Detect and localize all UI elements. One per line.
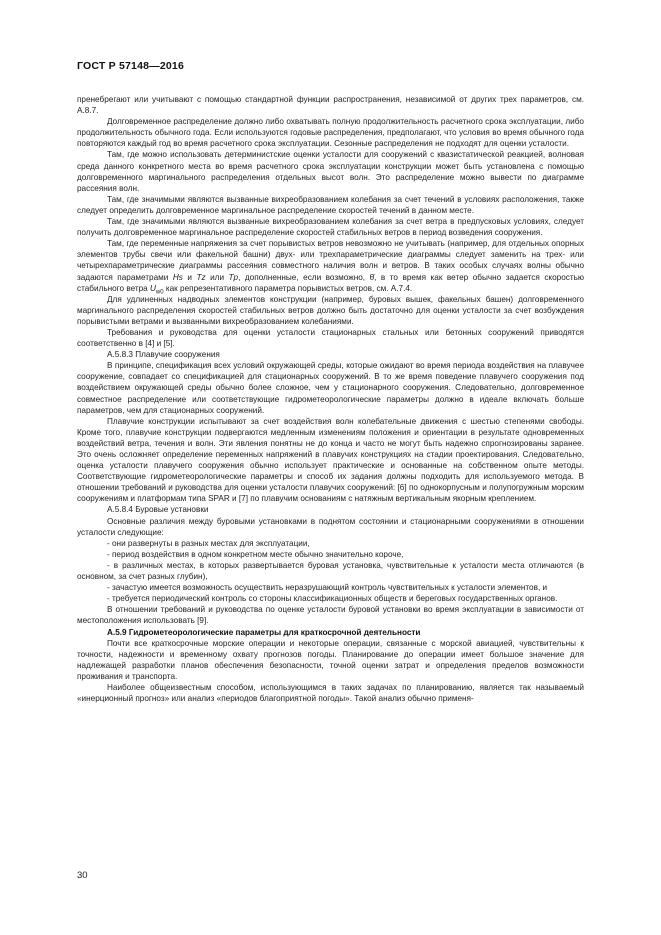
paragraph: Для удлиненных надводных элементов конструкции (например, буровых вышек, факельных башен) долговременного маргинального распределения скоростей стабильных ветров должно быть достаточно для оценки усталости за счет возбуждения порывистыми ветрами и вызванными вихреобразованием колебаниями. [77, 294, 584, 326]
text-segment: и [182, 272, 197, 282]
paragraph: Основные различия между буровыми установками в поднятом состоянии и стационарными сооружениями в отношении усталости следующие: [77, 516, 584, 537]
list-item: - в различных местах, в которых развертывается буровая установка, чувствительные к усталости места отличаются (в основном, за счет разных глубин), [77, 560, 584, 582]
text-segment: , дополненные, если возможно, [238, 272, 370, 282]
text-segment: как репрезентативного параметра порывистых ветров, см. А.7.4. [163, 283, 413, 293]
list-item: - зачастую имеется возможность осуществить неразрушающий контроль чувствительных к усталости элементов, и [107, 583, 548, 593]
paragraph: Там, где можно использовать детерминистские оценки усталости для сооружений с квазистатической реакцией, волновая среда данного конкретного места во время расчетного срока эксплуатации конструкции может быть установлена с помощью долговременного маргинального распределения отдельных высот волн. Это распределение можно вывести по диаграмме рассеяния волн. [77, 150, 584, 193]
text-segment: , в то время как ветер обычно задается скоростью стабильного ветра [77, 272, 584, 293]
text-segment: Там, где переменные напряжения за счет порывистых ветров невозможно не учитывать (например, для отдельных опорных элементов трубы свечи или факельной башни) двух- или трехпараметрические диаграммы следует заменить на трех- или четырехпараметрические диаграммы рассеяния совместного наличия волн и ветров. В таких особых случаях волны обычно задаются параметрами [77, 239, 584, 282]
paragraph: В отношении требований и руководства по оценке усталости буровой установки во время эксплуатации в зависимости от местоположения использовать [9]. [77, 605, 584, 626]
paragraph-wave-wind-parameters [77, 238, 584, 296]
section-heading: А.5.9 Гидрометеорологические параметры для краткосрочной деятельности [107, 627, 421, 637]
symbol-uw-subscript: w0 [155, 289, 164, 296]
list-item: - требуется периодический контроль со стороны классификационных обществ и береговых государственных органов. [107, 594, 558, 604]
list-item: - период воздействия в одном конкретном месте обычно значительно короче, [107, 549, 404, 559]
symbol-theta-mean: θ̄ [369, 272, 375, 282]
list-item: - они развернуты в разных местах для эксплуатации, [107, 538, 310, 548]
paragraph: Плавучие конструкции испытывают за счет воздействия волн колебательные движения с шестью степенями свободы. Кроме того, плавучие конструкции подвергаются медленным изменениям положения и ориентации в результате одновременных воздействий ветра, течения и волн. Эти явления понятны не до конца и часто не могут быть надежно спрогнозированы заранее. Это очень осложняет определение переменных напряжений в плавучих конструкциях на стадии проектирования. Следовательно, оценка усталости плавучего сооружения обычно использует практические и основанные на собственном опыте методы. Соответствующие гидрометеорологические параметры и способ их задания должны подходить для используемого метода. В отношении требований и руководства для оценки усталости плавучих сооружений: [6] по однокорпусным и полупогружным морским сооружениям и платформам типа SPAR и [7] по плавучим основаниям с натяжным вертикальным якорным креплением. [77, 416, 584, 504]
symbol-hs: Hs [172, 272, 183, 282]
paragraph: Долговременное распределение должно либо охватывать полную продолжительность расчетного срока эксплуатации, либо продолжительность обычного года. Если используются годовые распределения, предполагают, что условия во время обычного года повторяются каждый год во время расчетного срока эксплуатации. Сезонные распределения не подходят для оценки усталости. [77, 117, 584, 149]
page-number: 30 [77, 870, 88, 881]
document-header: ГОСТ Р 57148—2016 [77, 60, 185, 72]
symbol-tz: Tz [196, 272, 206, 282]
paragraph: Требования и руководства для оценки усталости стационарных стальных или бетонных сооружений приводятся соответственно в [4] и [5]. [77, 327, 584, 349]
paragraph: Почти все краткосрочные морские операции и некоторые операции, связанные с морской авиацией, чувствительны к точности, надежности и временному охвату прогнозов погоды. Планирование до операции имеет большое значение для надлежащей разработки планов обеспечения безопасности, точной оценки затрат и определения пределов возможности проживания и транспорта. [77, 638, 584, 681]
symbol-tp: Tp [228, 272, 239, 282]
paragraph: Наиболее общеизвестным способом, использующимся в таких задачах по планированию, является так называемый «инерционный прогноз» или анализ «периодов благоприятной погоды». Такой анализ обычно применя- [77, 682, 584, 704]
paragraph-continuation: пренебрегают или учитывают с помощью стандартной функции распространения, независимой от других трех параметров, см. А.8.7. [77, 95, 584, 116]
paragraph: Там, где значимыми являются вызванные вихреобразованием колебания за счет ветра в предпусковых условиях, следует получить долговременное маргинальное распределение скоростей стабильных ветров в период возведения сооружения. [77, 217, 584, 238]
subsection-title: А.5.8.3 Плавучие сооружения [107, 350, 220, 360]
document-body [77, 94, 584, 704]
subsection-title: А.5.8.4 Буровые установки [107, 505, 209, 515]
paragraph: В принципе, спецификация всех условий окружающей среды, которые ожидают во время периода воздействия на плавучее сооружение, совпадает со спецификацией для стационарных сооружений. В то же время поведение плавучего сооружения под воздействием окружающей среды обычно более сложное, чем у стационарного сооружения. Следовательно, долговременное совместное распределение или соответствующие гидрометеорологические параметры должно в идеале включать больше параметров, чем для стационарных сооружений. [77, 361, 584, 415]
paragraph: Там, где значимыми являются вызванные вихреобразованием колебания за счет течений в условиях расположения, также следует определить долговременное маргинальное распределение скоростей течений в данном месте. [77, 194, 584, 215]
text-segment: или [205, 272, 229, 282]
symbol-uw: U [150, 283, 156, 293]
